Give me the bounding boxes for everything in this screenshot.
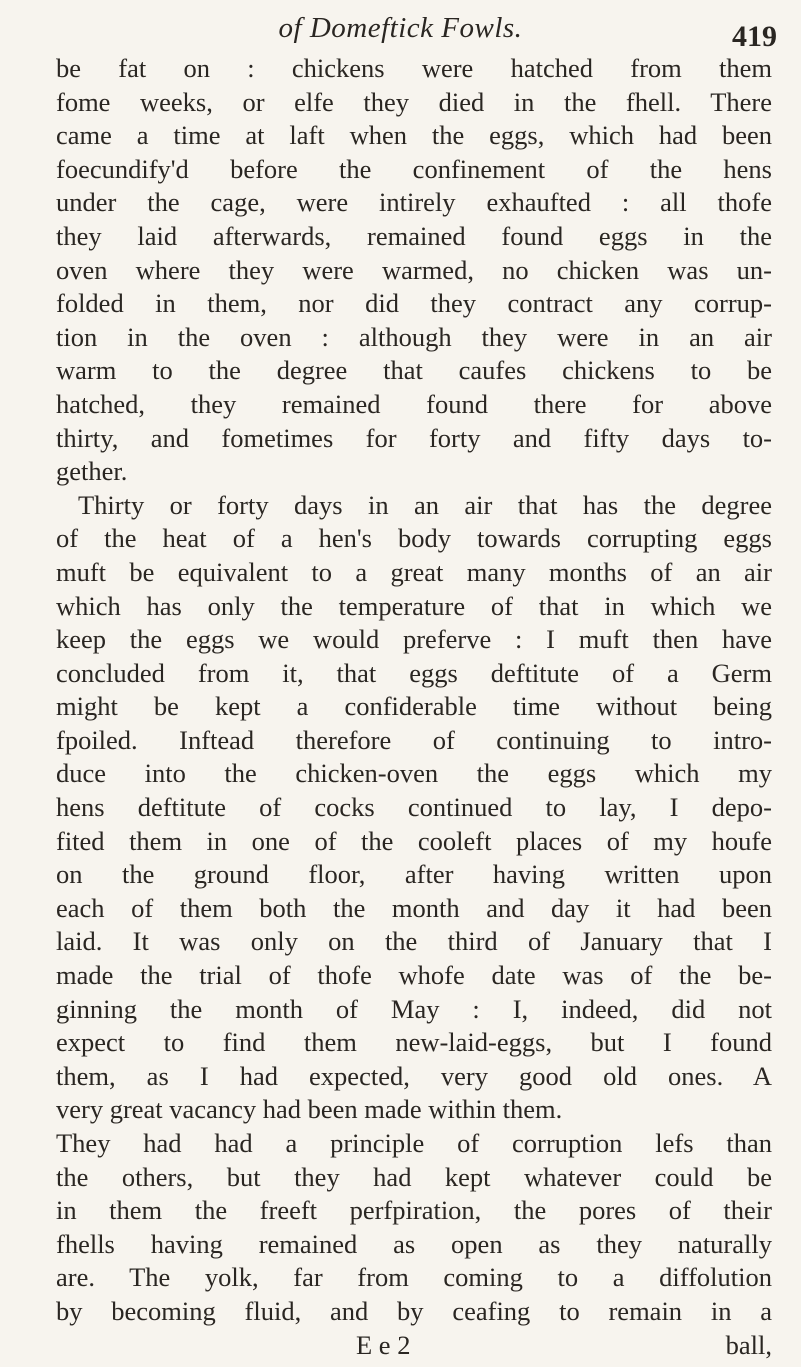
text-line: laid. It was only on the third of January that I [56, 926, 772, 957]
text-line: thirty, and fometimes for forty and fifty days to- [56, 422, 772, 453]
catchword: ball, [725, 1329, 772, 1360]
text-line: hens deftitute of cocks continued to lay, I depo- [56, 792, 772, 823]
text-line: concluded from it, that eggs deftitute of a Germ [56, 657, 772, 688]
text-line: them, as I had expected, very good old ones. A [56, 1060, 772, 1091]
text-line: fhells having remained as open as they naturally [56, 1228, 772, 1259]
text-line: by becoming fluid, and by ceafing to remain in a [56, 1295, 772, 1326]
page-footer [56, 1329, 772, 1363]
text-line: tion in the oven : although they were in an air [56, 321, 772, 352]
paragraph-start-line: Thirty or forty days in an air that has the degree [78, 489, 772, 520]
text-line: which has only the temperature of that in which we [56, 590, 772, 621]
text-line: made the trial of thofe whofe date was of the be- [56, 960, 772, 991]
text-line: They had had a principle of corruption lefs than [56, 1128, 772, 1158]
running-head [0, 6, 801, 53]
text-line: came a time at laft when the eggs, which had been [56, 120, 772, 151]
text-line: they laid afterwards, remained found eggs in the [56, 220, 772, 251]
text-line: foecundify'd before the confinement of the hens [56, 153, 772, 184]
text-line: in them the freeft perfpiration, the pores of their [56, 1195, 772, 1226]
text-line: be fat on : chickens were hatched from them [56, 53, 772, 83]
body-text [56, 52, 772, 1362]
text-line: fpoiled. Inftead therefore of continuing to intro- [56, 724, 772, 755]
text-line: warm to the degree that caufes chickens to be [56, 355, 772, 386]
text-line: under the cage, were intirely exhaufted : all thofe [56, 187, 772, 218]
text-line: on the ground floor, after having written upon [56, 859, 772, 890]
text-line: expect to find them new-laid-eggs, but I found [56, 1027, 772, 1058]
text-line: fited them in one of the cooleft places of my houfe [56, 825, 772, 856]
text-line: very great vacancy had been made within them. [56, 1094, 563, 1125]
text-line: muft be equivalent to a great many months of an air [56, 556, 772, 587]
text-line: folded in them, nor did they contract any corrup- [56, 288, 772, 319]
text-line: oven where they were warmed, no chicken was un- [56, 254, 772, 285]
text-line: are. The yolk, far from coming to a diffolution [56, 1262, 772, 1293]
running-title: of Domeftick Fowls. [278, 12, 523, 44]
text-line: keep the eggs we would preferve : I muft then have [56, 624, 772, 655]
text-line: ginning the month of May : I, indeed, did not [56, 993, 772, 1024]
signature-mark: E e 2 [356, 1329, 411, 1360]
paragraph-end-line: gether. [56, 456, 128, 487]
text-line: each of them both the month and day it had been [56, 892, 772, 923]
text-line: the others, but they had kept whatever could be [56, 1161, 772, 1192]
page-number: 419 [732, 20, 777, 53]
text-line: fome weeks, or elfe they died in the fhell. There [56, 86, 772, 117]
text-line: of the heat of a hen's body towards corrupting eggs [56, 523, 772, 554]
text-line: might be kept a confiderable time without being [56, 691, 772, 722]
text-line: hatched, they remained found there for above [56, 388, 772, 419]
text-line: duce into the chicken-oven the eggs which my [56, 758, 772, 789]
